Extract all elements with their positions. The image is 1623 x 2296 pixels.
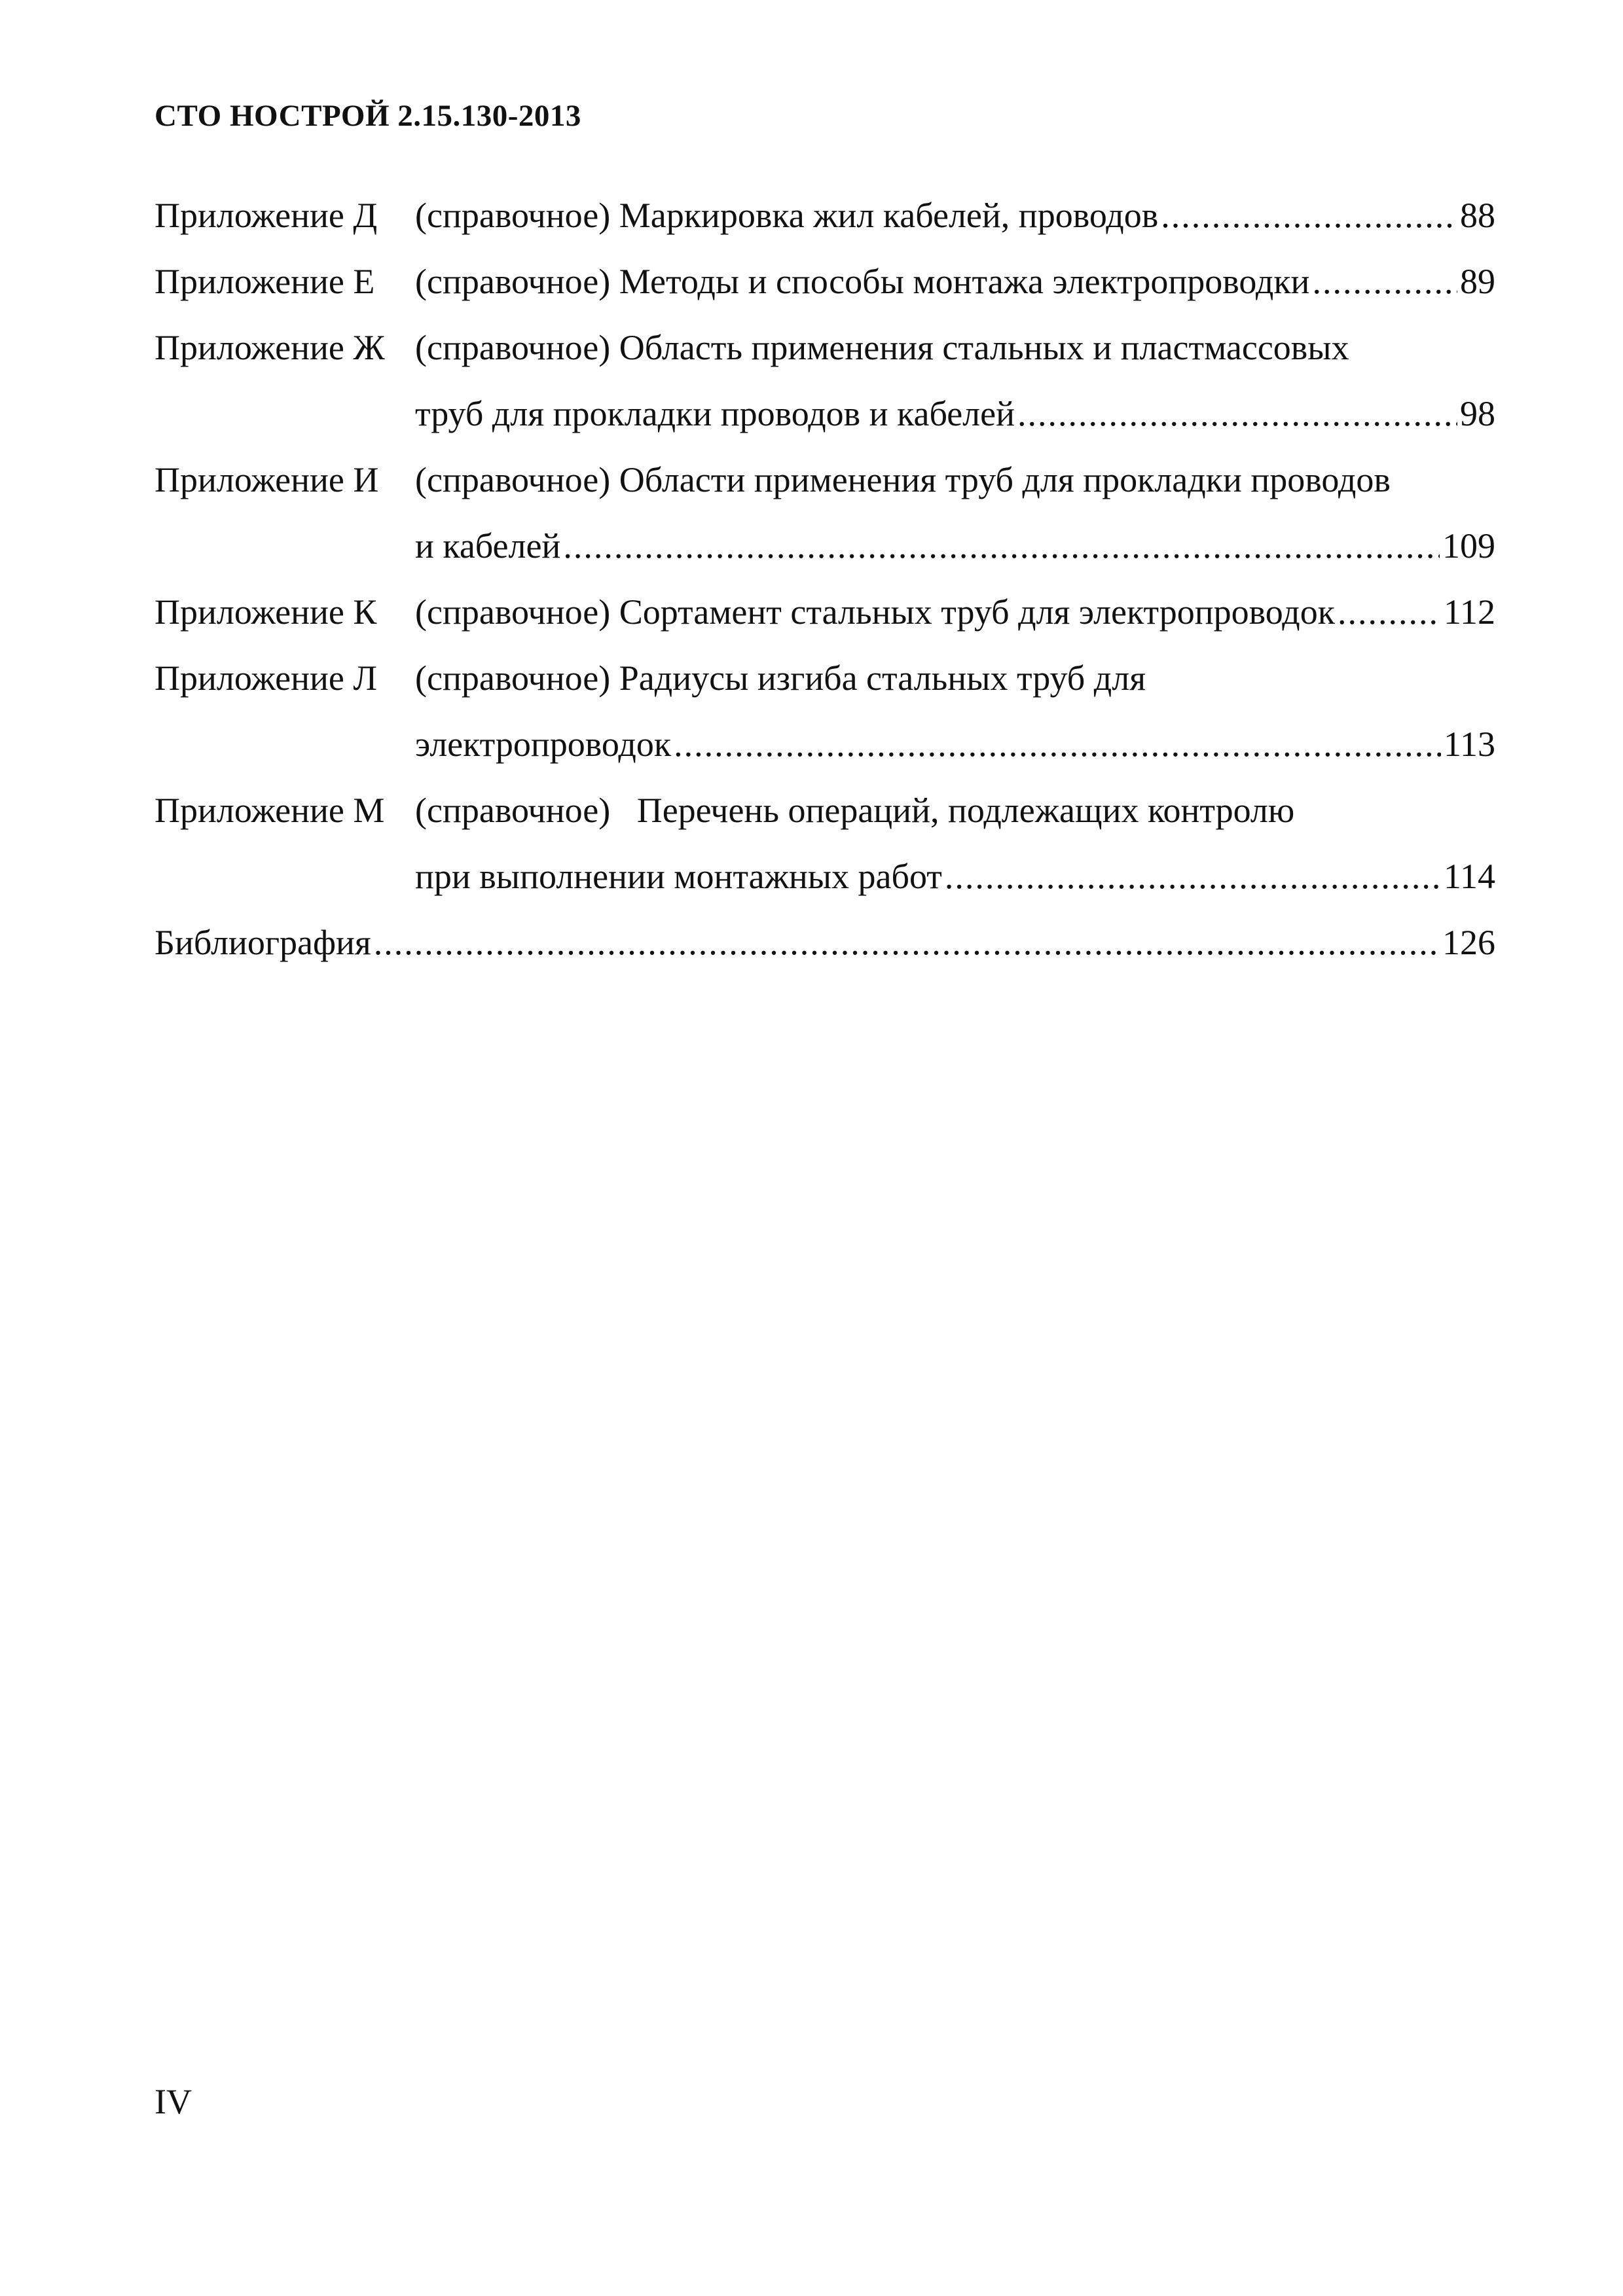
toc-entry-label: Приложение И: [155, 460, 379, 499]
toc-entry-appendix-i-continuation[interactable]: [155, 523, 1495, 589]
document-header: СТО НОСТРОЙ 2.15.130-2013: [155, 99, 581, 133]
toc-entry-appendix-l[interactable]: [155, 655, 1495, 721]
toc-entry-title: (справочное) Области применения труб для прокладки проводов: [415, 460, 1391, 499]
toc-entry-label: Приложение М: [155, 791, 385, 830]
toc-entry-appendix-k[interactable]: [155, 589, 1495, 655]
toc-entry-page: 114: [1444, 857, 1495, 896]
toc-entry-title: (справочное) Маркировка жил кабелей, проводов: [415, 196, 1159, 235]
toc-entry-title-continuation: труб для прокладки проводов и кабелей: [415, 394, 1015, 433]
toc-entry-page: 112: [1444, 592, 1495, 632]
toc-entry-label: Приложение Е: [155, 262, 375, 301]
toc-entry-appendix-e[interactable]: [155, 259, 1495, 325]
toc-entry-appendix-m-continuation[interactable]: [155, 853, 1495, 920]
toc-entry-label: Приложение Ж: [155, 328, 385, 367]
toc-entry-title: (справочное) Методы и способы монтажа электропроводки: [415, 262, 1310, 301]
dot-leader: [1017, 391, 1457, 437]
toc-entry-label: Приложение К: [155, 592, 377, 632]
toc-entry-title-continuation: и кабелей: [415, 526, 561, 565]
toc-entry-title-continuation: электропроводок: [415, 725, 672, 764]
toc-entry-appendix-d[interactable]: [155, 192, 1495, 259]
page-number: IV: [155, 2082, 192, 2121]
dot-leader: [1312, 259, 1457, 304]
toc-entry-page: 88: [1460, 196, 1495, 235]
toc-entry-title: (справочное) Область применения стальных и пластмассовых: [415, 328, 1349, 367]
toc-entry-title: (справочное) Сортамент стальных труб для электропроводок: [415, 592, 1335, 632]
toc-entry-title-continuation: при выполнении монтажных работ: [415, 857, 942, 896]
dot-leader: [1161, 192, 1457, 238]
toc-entry-label: Приложение Д: [155, 196, 378, 235]
toc-entry-page: 126: [1442, 923, 1495, 962]
toc-entry-title: (справочное) Радиусы изгиба стальных труб для: [415, 658, 1146, 698]
toc-entry-title: Библиография: [155, 923, 371, 962]
dot-leader: [1338, 589, 1441, 635]
toc-entry-page: 109: [1442, 526, 1495, 565]
dot-leader: [674, 721, 1441, 767]
toc-entry-appendix-zh[interactable]: [155, 325, 1495, 391]
toc-entry-label: Приложение Л: [155, 658, 377, 698]
toc-entry-appendix-i[interactable]: [155, 457, 1495, 523]
dot-leader: [945, 853, 1441, 899]
toc-entry-page: 89: [1460, 262, 1495, 301]
toc-entry-bibliography[interactable]: [155, 920, 1495, 986]
dot-leader: [374, 920, 1440, 965]
toc-entry-title: (справочное) Перечень операций, подлежащих контролю: [415, 791, 1295, 830]
dot-leader: [563, 523, 1440, 569]
toc-entry-appendix-zh-continuation[interactable]: [155, 391, 1495, 457]
table-of-contents: [155, 192, 1495, 986]
toc-entry-page: 98: [1460, 394, 1495, 433]
toc-entry-appendix-m[interactable]: [155, 787, 1495, 853]
toc-entry-page: 113: [1444, 725, 1495, 764]
toc-entry-appendix-l-continuation[interactable]: [155, 721, 1495, 787]
